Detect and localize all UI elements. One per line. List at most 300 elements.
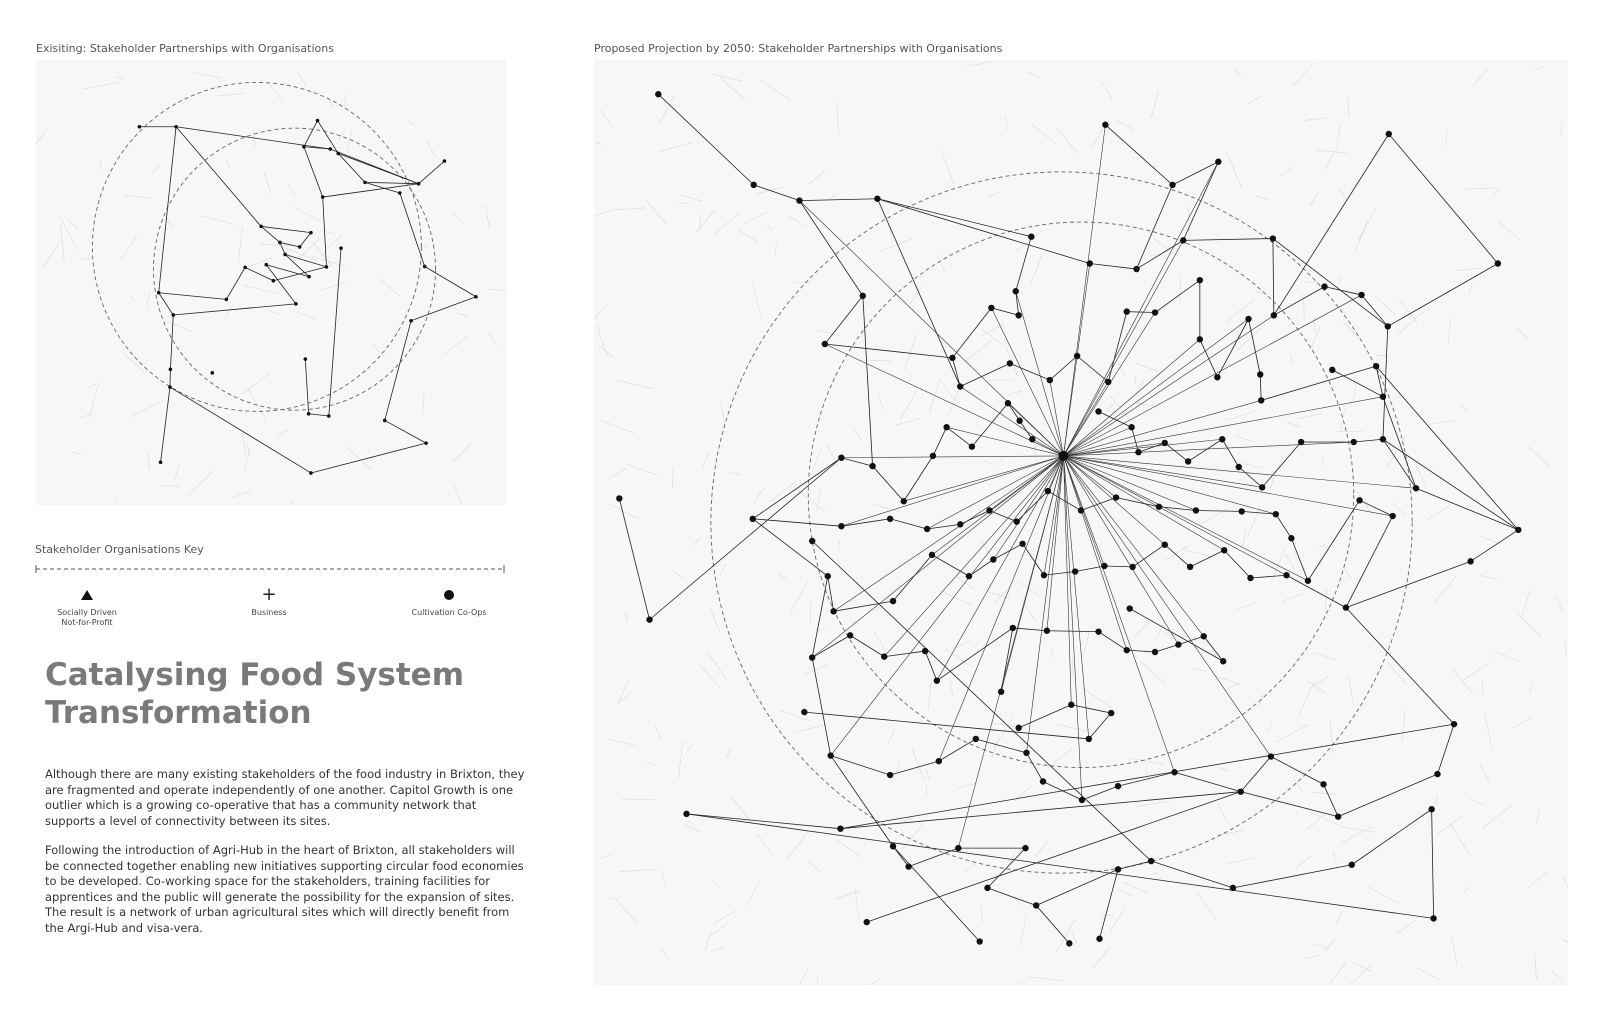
stakeholder-node <box>174 125 178 129</box>
stakeholder-node <box>1351 439 1357 445</box>
network-link <box>1118 861 1151 869</box>
network-link <box>419 161 445 184</box>
network-link <box>1249 319 1261 375</box>
hub-link <box>1063 319 1248 456</box>
network-link <box>658 94 753 185</box>
network-link <box>1183 239 1273 241</box>
stakeholder-node <box>1259 484 1265 490</box>
network-link <box>1308 500 1360 580</box>
network-link <box>840 792 1240 829</box>
network-link <box>173 304 296 315</box>
stakeholder-node <box>1152 649 1158 655</box>
network-link <box>305 359 308 414</box>
stakeholder-node <box>1115 866 1121 872</box>
network-link <box>863 296 873 466</box>
stakeholder-node <box>398 191 402 195</box>
hub-link <box>825 344 1064 456</box>
stakeholder-node <box>336 152 340 156</box>
network-link <box>884 651 925 657</box>
network-link <box>960 363 1010 386</box>
hub-link <box>812 456 1063 658</box>
stakeholder-node <box>278 241 282 245</box>
network-link <box>365 182 400 193</box>
stakeholder-node <box>809 654 815 660</box>
plus-icon: + <box>261 584 277 605</box>
stakeholder-node <box>838 523 844 529</box>
network-link <box>1099 632 1127 651</box>
network-link <box>1233 865 1352 888</box>
network-link <box>828 576 834 611</box>
network-link <box>1196 510 1242 511</box>
network-link <box>1217 319 1248 377</box>
stakeholder-node <box>1113 494 1119 500</box>
stakeholder-node <box>1066 940 1072 946</box>
network-link <box>176 127 330 149</box>
stakeholder-node <box>1239 508 1245 514</box>
stakeholder-node <box>1185 458 1191 464</box>
network-link <box>1137 240 1184 269</box>
stakeholder-node <box>957 521 963 527</box>
stakeholder-node <box>1040 778 1046 784</box>
stakeholder-node <box>1156 504 1162 510</box>
network-link <box>1036 905 1069 943</box>
network-link <box>1173 162 1219 185</box>
network-link <box>753 519 842 526</box>
stakeholder-node <box>934 677 940 683</box>
dot-icon <box>444 590 454 600</box>
key-item-not-for-profit <box>27 585 147 628</box>
key-label: Socially Driven <box>57 608 117 617</box>
network-link <box>1437 724 1454 774</box>
stakeholder-node <box>1128 424 1134 430</box>
stakeholder-node <box>887 772 893 778</box>
network-link <box>873 466 904 501</box>
stakeholder-node <box>801 709 807 715</box>
network-link <box>304 121 318 147</box>
stakeholder-node <box>936 758 942 764</box>
stakeholder-node <box>1095 408 1101 414</box>
hub-link <box>1063 264 1089 456</box>
stakeholder-node <box>1258 397 1264 403</box>
stakeholder-node <box>930 453 936 459</box>
boundary-ring <box>92 82 421 411</box>
stakeholder-node <box>272 279 276 283</box>
stakeholder-node <box>922 648 928 654</box>
network-link <box>840 724 1454 829</box>
stakeholder-node <box>1201 633 1207 639</box>
network-link <box>1036 869 1118 905</box>
stakeholder-node <box>283 253 287 257</box>
stakeholder-node <box>1219 436 1225 442</box>
key-label: Cultivation Co-Ops <box>411 608 487 617</box>
hub-link <box>1063 125 1105 456</box>
hub-link <box>834 456 1064 611</box>
stakeholder-node <box>1102 122 1108 128</box>
stakeholder-node <box>1127 605 1133 611</box>
network-link <box>987 888 1036 906</box>
network-link <box>1105 125 1172 185</box>
network-link <box>1183 162 1218 241</box>
network-link <box>266 265 296 304</box>
stakeholder-node <box>929 552 935 558</box>
hub-link <box>1063 456 1164 545</box>
stakeholder-node <box>157 291 161 295</box>
stakeholder-node <box>1386 131 1392 137</box>
stakeholder-node <box>1197 336 1203 342</box>
network-link <box>159 293 174 315</box>
stakeholder-node <box>1029 436 1035 442</box>
stakeholder-node <box>943 424 949 430</box>
network-link <box>311 443 426 473</box>
network-link <box>1165 545 1190 567</box>
boundary-ring <box>154 128 436 410</box>
hub-link <box>841 456 1063 458</box>
hub-link <box>904 456 1064 501</box>
body-paragraph-2: Following the introduction of Agri-Hub in the heart of Brixton, all stakeholders will be connected together enabling new initiatives supporting circular food economies to be developed. Co-working space for the stakeholders, training facilities for apprentices and the public will generate the possibility for the expansion of sites. The result is a network of urban agricultural sites which will directly benefit from the Argi-Hub and visa-vera. <box>45 843 524 935</box>
stakeholder-node <box>1028 233 1034 239</box>
network-link <box>867 792 1241 922</box>
boundary-ring <box>711 172 1412 873</box>
key-item-business <box>209 585 329 618</box>
stakeholder-node <box>339 246 343 250</box>
stakeholder-node <box>1135 449 1141 455</box>
stakeholder-node <box>1013 288 1019 294</box>
stakeholder-node <box>409 319 413 323</box>
network-link <box>161 387 170 462</box>
network-link <box>304 147 323 197</box>
stakeholder-node <box>423 265 427 269</box>
stakeholder-node <box>1124 647 1130 653</box>
network-link <box>1081 498 1116 511</box>
stakeholder-node <box>1175 641 1181 647</box>
stakeholder-node <box>1385 323 1391 329</box>
network-link <box>159 127 176 293</box>
network-link <box>1389 134 1498 264</box>
hub-link <box>1063 439 1222 456</box>
network-link <box>261 226 280 242</box>
hub-link <box>1063 456 1195 511</box>
network-link <box>245 267 273 280</box>
network-link <box>976 739 1027 753</box>
stakeholder-node <box>1014 518 1020 524</box>
stakeholder-node <box>1007 360 1013 366</box>
stakeholder-node <box>750 516 756 522</box>
network-link <box>1274 287 1325 316</box>
hub-link <box>1063 456 1307 581</box>
hub-link <box>800 201 1064 456</box>
stakeholder-node <box>1010 625 1016 631</box>
network-link <box>280 242 300 246</box>
network-link <box>1354 439 1383 442</box>
stakeholder-node <box>1047 377 1053 383</box>
existing-network-diagram <box>36 60 506 505</box>
stakeholder-node <box>825 573 831 579</box>
hub-link <box>1063 456 1126 650</box>
proposed-network-diagram <box>594 60 1568 985</box>
stakeholder-node <box>321 195 325 199</box>
network-link <box>687 814 1434 919</box>
stakeholder-node <box>901 498 907 504</box>
network-link <box>1165 443 1188 462</box>
stakeholder-node <box>298 245 302 249</box>
network-link <box>1050 356 1077 380</box>
network-link <box>1151 861 1233 888</box>
network-link <box>1360 500 1393 516</box>
hub-link <box>1063 456 1082 800</box>
stakeholder-node <box>307 412 311 416</box>
stakeholder-node <box>168 385 172 389</box>
stakeholder-node <box>973 736 979 742</box>
network-link <box>1352 809 1432 865</box>
network-link <box>831 756 890 775</box>
stakeholder-node <box>887 516 893 522</box>
network-link <box>800 199 878 201</box>
stakeholder-node <box>1108 710 1114 716</box>
stakeholder-node <box>1373 363 1379 369</box>
network-link <box>1241 757 1271 792</box>
stakeholder-node <box>1257 371 1263 377</box>
stakeholder-node <box>1238 788 1244 794</box>
stakeholder-node <box>1495 260 1501 266</box>
stakeholder-node <box>325 265 329 269</box>
network-link <box>1116 498 1159 507</box>
network-link <box>385 321 411 421</box>
hub-link <box>1063 456 1178 645</box>
stakeholder-node <box>383 419 387 423</box>
stakeholder-node <box>443 159 447 163</box>
stakeholder-node <box>1015 312 1021 318</box>
network-link <box>1200 339 1218 377</box>
stakeholder-node <box>1078 507 1084 513</box>
stakeholder-node <box>955 845 961 851</box>
network-link <box>1090 264 1137 270</box>
hub-link <box>947 427 1064 456</box>
stakeholder-node <box>1072 568 1078 574</box>
network-link <box>1224 550 1250 578</box>
network-link <box>280 242 285 254</box>
hub-link <box>1063 339 1199 456</box>
stakeholder-node <box>977 938 983 944</box>
network-link <box>1388 264 1498 327</box>
network-link <box>329 248 341 416</box>
stakeholder-node <box>307 275 311 279</box>
network-link <box>330 149 418 184</box>
existing-network-map <box>36 60 506 505</box>
stakeholder-node <box>1074 353 1080 359</box>
network-link <box>1432 809 1434 918</box>
network-link <box>850 635 884 656</box>
stakeholder-node <box>304 357 308 361</box>
hub-link <box>1016 291 1064 456</box>
stakeholder-node <box>1005 400 1011 406</box>
network-link <box>1250 575 1286 578</box>
hub-link <box>1063 456 1416 488</box>
network-link <box>1273 239 1274 316</box>
stakeholder-node <box>1230 885 1236 891</box>
stakeholder-node <box>809 538 815 544</box>
stakeholder-node <box>259 225 263 229</box>
stakeholder-node <box>138 125 142 129</box>
stakeholder-node <box>1068 702 1074 708</box>
hub-link <box>1063 382 1108 456</box>
hub-link <box>1063 456 1392 516</box>
stakeholder-node <box>1515 527 1521 533</box>
stakeholder-node <box>328 147 332 151</box>
network-link <box>1100 869 1119 938</box>
stakeholder-node <box>1220 658 1226 664</box>
stakeholder-node <box>616 495 622 501</box>
stakeholder-node <box>309 471 313 475</box>
network-link <box>1077 356 1108 382</box>
agri-hub-node <box>1058 451 1068 461</box>
network-link <box>925 651 937 681</box>
network-link <box>1155 645 1178 652</box>
stakeholder-node <box>1096 936 1102 942</box>
hub-link <box>1063 456 1224 550</box>
stakeholder-node <box>1162 542 1168 548</box>
stakeholder-node <box>1467 558 1473 564</box>
title-line-2: Transformation <box>45 695 312 731</box>
stakeholder-node <box>1152 309 1158 315</box>
stakeholder-node <box>1236 464 1242 470</box>
network-link <box>877 199 1031 237</box>
network-link <box>309 414 329 416</box>
stakeholder-node <box>1215 159 1221 165</box>
stakeholder-node <box>969 443 975 449</box>
network-link <box>425 266 476 296</box>
stakeholder-node <box>424 441 428 445</box>
network-link <box>1127 312 1155 313</box>
network-link <box>753 458 842 519</box>
network-link <box>1416 488 1518 530</box>
stakeholder-node <box>1413 485 1419 491</box>
hub-link <box>932 456 1063 555</box>
network-link <box>385 420 426 443</box>
stakeholder-node <box>860 293 866 299</box>
network-link <box>411 297 476 321</box>
stakeholder-node <box>1129 564 1135 570</box>
stakeholder-node <box>316 119 320 123</box>
body-paragraph-1: Although there are many existing stakeholders of the food industry in Brixton, they are fragmented and operate independently of one another. Capitol Growth is one outlier which is a growing co-operative that has a community network that supports a level of connectivity between its sites. <box>45 767 525 828</box>
stakeholder-node <box>1079 797 1085 803</box>
network-link <box>1376 366 1518 530</box>
hub-link <box>1063 456 1223 661</box>
stakeholder-node <box>225 298 229 302</box>
stakeholder-node <box>1245 316 1251 322</box>
proposed-map-caption: Proposed Projection by 2050: Stakeholder Partnerships with Organisations <box>594 42 1003 55</box>
network-link <box>939 739 976 761</box>
key-item-cultivation-co-ops <box>389 585 509 618</box>
network-link <box>176 127 261 227</box>
network-link <box>1346 608 1454 725</box>
boundary-ring <box>808 222 1353 767</box>
stakeholder-node <box>169 367 173 371</box>
network-link <box>877 199 1089 264</box>
stakeholder-node <box>1356 497 1362 503</box>
stakeholder-node <box>1095 628 1101 634</box>
network-link <box>841 458 872 466</box>
hub-link <box>1063 442 1353 456</box>
network-link <box>226 267 245 299</box>
network-link <box>1291 538 1308 581</box>
network-link <box>877 199 960 387</box>
stakeholder-node <box>1305 578 1311 584</box>
network-link <box>1137 185 1173 269</box>
stakeholder-node <box>949 355 955 361</box>
stakeholder-node <box>1434 771 1440 777</box>
stakeholder-node <box>1180 237 1186 243</box>
stakeholder-node <box>1221 547 1227 553</box>
network-link <box>1376 366 1383 397</box>
key-divider <box>35 564 505 574</box>
network-link <box>841 519 890 526</box>
stakeholder-node <box>847 632 853 638</box>
stakeholder-node <box>646 616 652 622</box>
network-link <box>1383 326 1388 439</box>
stakeholder-node <box>1033 902 1039 908</box>
network-link <box>1260 375 1261 401</box>
stakeholder-node <box>1022 845 1028 851</box>
stakeholder-node <box>1329 367 1335 373</box>
network-link <box>834 601 893 611</box>
stakeholder-node <box>905 863 911 869</box>
network-link <box>1346 561 1471 607</box>
network-link <box>927 524 960 529</box>
stakeholder-node <box>984 885 990 891</box>
network-link <box>987 848 1025 888</box>
network-link <box>831 756 893 847</box>
stakeholder-node <box>1019 541 1025 547</box>
hub-link <box>1063 315 1273 456</box>
stakeholder-node <box>881 653 887 659</box>
stakeholder-node <box>1428 806 1434 812</box>
stakeholder-node <box>1101 563 1107 569</box>
network-link <box>800 201 863 296</box>
network-link <box>812 576 828 657</box>
network-link <box>365 182 419 183</box>
triangle-icon <box>81 590 93 600</box>
network-link <box>1082 786 1118 800</box>
stakeholder-node <box>1358 292 1364 298</box>
stakeholder-node <box>1214 374 1220 380</box>
network-link <box>1155 280 1200 312</box>
network-link <box>1175 772 1241 791</box>
stakeholder-node <box>837 825 843 831</box>
stakeholder-node <box>1320 781 1326 787</box>
network-link <box>1222 439 1239 467</box>
stakeholder-node <box>474 295 478 299</box>
proposed-network-map <box>594 60 1568 985</box>
network-link <box>825 296 863 344</box>
stakeholder-node <box>986 507 992 513</box>
stakeholder-node <box>990 556 996 562</box>
stakeholder-node <box>1041 572 1047 578</box>
stakeholder-node <box>1086 736 1092 742</box>
stakeholder-node <box>1187 564 1193 570</box>
network-link <box>825 344 953 358</box>
stakeholder-node <box>827 752 833 758</box>
stakeholder-node <box>998 689 1004 695</box>
stakeholder-node <box>890 843 896 849</box>
hub-link <box>993 456 1063 560</box>
network-link <box>1127 650 1155 652</box>
network-link <box>972 403 1008 446</box>
stakeholder-node <box>1380 394 1386 400</box>
network-link <box>1261 366 1376 400</box>
network-link <box>812 541 1151 861</box>
stakeholder-node <box>751 182 757 188</box>
stakeholder-node <box>171 313 175 317</box>
